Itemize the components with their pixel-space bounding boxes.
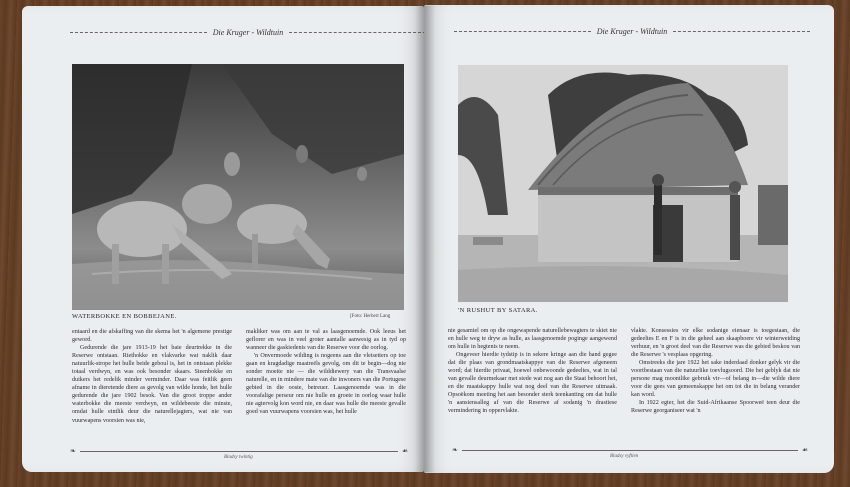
ornament-icon: ☙ bbox=[801, 446, 808, 454]
header-rule bbox=[289, 32, 424, 33]
left-page bbox=[22, 6, 424, 472]
paragraph: 'n Onvermoede wilding is nogeens aan die vleisetters op toe gaan en kragdadige maatreëls gevolg, om dit te begin—dog nie sonder moeite nie — die wilddiewery van die Transvaalse naturelle, en in mindere mate van die inwoners van die Portugese gebied in die ooste, betreuer. Laasgenoemde was in die voorafalige perseur om nie hulle en groete in oorlog waar hulle nie agtervolg kon word nie, en daar was hulle die meeste gevalle goed van vuurwapens voorsien was, het hulle bbox=[246, 353, 406, 416]
left-text-columns bbox=[72, 328, 406, 425]
paragraph: In 1922 egter, het die Suid-Afrikaanse Spoorweë teen deur die Reserwe georganiseer wat 'n bbox=[631, 400, 800, 415]
photo-waterbuck-baboons bbox=[72, 64, 404, 310]
right-text-columns bbox=[448, 327, 800, 416]
paragraph: nie gesamtel om op die ongewapende naturellebewagters te skiet nie en hulle weg te dryw as hulle, as laasgenoemde poginge aangewend om hulle in hegtenis te neem. bbox=[448, 328, 617, 351]
right-column-2 bbox=[631, 327, 800, 416]
paragraph: Omstreeks die jare 1922 het sake inderdaad donker gelyk vir die voortbestaan van die natuurlike toevlugsoord. Die het geblyk dat nie persone mag moontlike gebruik vir—of belang in—die wilde diere voor die gees van gemeenskappe het om tot die in belang verander kan word. bbox=[631, 360, 800, 399]
header-rule bbox=[454, 31, 591, 32]
left-header-title: Die Kruger - Wildtuin bbox=[212, 28, 284, 37]
photo-rest-hut-satara bbox=[458, 65, 788, 302]
left-running-header bbox=[70, 28, 424, 37]
right-page-number: Bladsy vyftien bbox=[610, 454, 639, 459]
left-footer-rule bbox=[70, 447, 408, 455]
paragraph: makliker was om aan te val as laasgenoemde. Ook leeus het geflorer en was in veel groter aantalle aanwesig as in tyd op wanneer die gaskiedenis van die Reserwe voor die oorlog. bbox=[246, 329, 406, 352]
footer-line bbox=[80, 451, 398, 452]
left-page-number: Bladsy twintig bbox=[224, 455, 253, 460]
left-photo-caption: WATERBOKKE EN BOBBEJANE. bbox=[72, 313, 177, 320]
left-photo-credit: [Foto: Herbert Lang bbox=[350, 314, 391, 319]
right-page bbox=[424, 5, 834, 473]
header-rule bbox=[70, 32, 207, 33]
paragraph: entaard en die afskaffing van die skema het 'n algemene prestige geword. bbox=[72, 329, 232, 344]
paragraph: Ongeveer hierdie tydstip is in sekere kringe aan die hand gegee dat die plaas van grondmaatskappye van die Reserwe afgeneem word; dat hierdie privaat, hoewel onbewoonde gedeeltes, wat in tal van gevalle deurmekaar met stede wat nog aan die Staat behoort het, en die maatskappy hulle wat nog deel van die Reserwe uitmaak. Opsoëkom meeting het aan besonder sterk teenkanting om dat hulle 'n aansiensalleg af van die Reserwe af sodanig 'n drastiese vermindering in oppervlakte. bbox=[448, 352, 617, 415]
header-rule bbox=[673, 31, 810, 32]
ornament-icon: ❧ bbox=[70, 447, 76, 455]
right-header-title: Die Kruger - Wildtuin bbox=[596, 27, 668, 36]
right-running-header bbox=[454, 27, 810, 36]
right-column-1 bbox=[448, 327, 617, 416]
right-photo-caption: 'N RUSHUT BY SATARA. bbox=[458, 307, 538, 314]
ornament-icon: ❧ bbox=[452, 446, 458, 454]
right-footer-rule bbox=[452, 446, 808, 454]
book-gutter-shadow bbox=[415, 6, 435, 472]
left-column-2 bbox=[246, 328, 406, 425]
paragraph: Gedurende die jare 1913-19 het baie deurtrekke in die Reserwe ontstaan. Riethokke en vlakvarke wat naklik daar natuurlik-strope het hulle beide geboul is, het in ontstaan plekke totaal verdwyn, en was ook besonder skaars. Steenbokke en duikers het redelik minder verminder. Daar was feitlik geen afname in dieretende diere as gevolg van wilde honde, het hulle gedurende die jare 1902 besok. Van die groot troppe ander waterbokke die meeste verdwyn, en wildebeeste die minste, omdat hulle eintlik deur die naturellejagters, wat nie van vuurwapens voorsien was nie, bbox=[72, 345, 232, 424]
footer-line bbox=[462, 450, 798, 451]
paragraph: vlakte. Konsessies vir elke sodanige eienaar is toegestaan, die gedeeltes E en F is in die geheel aan skaapboere vir winterweiding verhuur, en 'n groot deel van die Reserwe was die gebied beskou van die Reserwe 's vesplaas opgering. bbox=[631, 328, 800, 359]
left-column-1 bbox=[72, 328, 232, 425]
ornament-icon: ☙ bbox=[401, 447, 408, 455]
